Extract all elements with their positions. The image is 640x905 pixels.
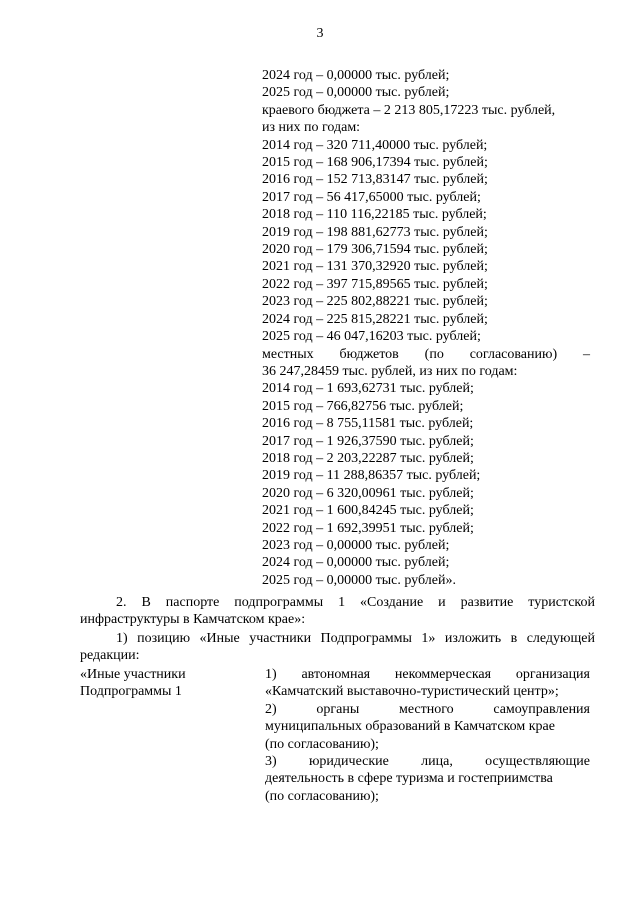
financing-line: краевого бюджета – 2 213 805,17223 тыс. рублей, bbox=[262, 102, 556, 118]
local-budget-line: 2021 год – 1 600,84245 тыс. рублей; bbox=[262, 503, 474, 519]
financing-line: из них по годам: bbox=[262, 120, 361, 136]
financing-line: 2024 год – 0,00000 тыс. рублей; bbox=[262, 68, 450, 83]
local-budget-line: 2022 год – 1 692,39951 тыс. рублей; bbox=[262, 520, 474, 536]
local-budget-line: 2016 год – 8 755,11581 тыс. рублей; bbox=[262, 416, 474, 432]
page-number: 3 bbox=[316, 26, 324, 41]
participant-line: муниципальных образований в Камчатском крае bbox=[265, 719, 555, 735]
financing-line: 2021 год – 131 370,32920 тыс. рублей; bbox=[262, 259, 488, 275]
financing-block bbox=[262, 67, 590, 589]
local-budget-line: 2018 год – 2 203,22287 тыс. рублей; bbox=[262, 450, 474, 466]
participant-line: (по согласованию); bbox=[265, 736, 379, 752]
participant-line: (по согласованию); bbox=[265, 788, 379, 804]
participant-line: деятельность в сфере туризма и гостеприимства bbox=[265, 771, 553, 787]
participant-line: 1) автономная некоммерческая организация bbox=[265, 667, 590, 682]
paragraph-line: редакции: bbox=[80, 648, 140, 664]
local-budget-line: 2025 год – 0,00000 тыс. рублей». bbox=[262, 572, 456, 588]
financing-line: 2025 год – 46 047,16203 тыс. рублей; bbox=[262, 329, 481, 345]
financing-line: 2024 год – 225 815,28221 тыс. рублей; bbox=[262, 311, 488, 327]
local-budget-line: 2014 год – 1 693,62731 тыс. рублей; bbox=[262, 381, 474, 397]
local-budgets-total: 36 247,28459 тыс. рублей, из них по годам: bbox=[262, 363, 518, 379]
participants-label-line: «Иные участники bbox=[80, 667, 186, 682]
participants-label-cell bbox=[80, 666, 250, 701]
local-budget-line: 2019 год – 11 288,86357 тыс. рублей; bbox=[262, 468, 481, 484]
paragraph-line: 2. В паспорте подпрограммы 1 «Создание и развитие туристской bbox=[116, 595, 595, 610]
paragraph-subprogram-passport bbox=[80, 594, 595, 629]
participant-line: 3) юридические лица, осуществляющие bbox=[265, 754, 590, 770]
local-budgets-heading: местных бюджетов (по согласованию) – bbox=[262, 346, 590, 362]
financing-line: 2022 год – 397 715,89565 тыс. рублей; bbox=[262, 276, 488, 292]
participants-list-cell bbox=[265, 666, 590, 805]
financing-line: 2018 год – 110 116,22185 тыс. рублей; bbox=[262, 207, 487, 223]
financing-line: 2015 год – 168 906,17394 тыс. рублей; bbox=[262, 155, 488, 171]
financing-line: 2017 год – 56 417,65000 тыс. рублей; bbox=[262, 189, 481, 205]
participants-label-line: Подпрограммы 1 bbox=[80, 684, 182, 700]
paragraph-line: инфраструктуры в Камчатском крае»: bbox=[80, 612, 306, 628]
financing-line: 2025 год – 0,00000 тыс. рублей; bbox=[262, 85, 450, 101]
local-budget-line: 2023 год – 0,00000 тыс. рублей; bbox=[262, 537, 450, 553]
paragraph-participants-position bbox=[80, 630, 595, 665]
financing-line: 2014 год – 320 711,40000 тыс. рублей; bbox=[262, 137, 488, 153]
local-budget-line: 2015 год – 766,82756 тыс. рублей; bbox=[262, 398, 464, 414]
local-budget-line: 2024 год – 0,00000 тыс. рублей; bbox=[262, 555, 450, 571]
local-budget-line: 2020 год – 6 320,00961 тыс. рублей; bbox=[262, 485, 474, 501]
financing-line: 2020 год – 179 306,71594 тыс. рублей; bbox=[262, 242, 488, 258]
local-budget-line: 2017 год – 1 926,37590 тыс. рублей; bbox=[262, 433, 474, 449]
financing-line: 2023 год – 225 802,88221 тыс. рублей; bbox=[262, 294, 488, 310]
participant-line: 2) органы местного самоуправления bbox=[265, 701, 590, 717]
paragraph-line: 1) позицию «Иные участники Подпрограммы 1» изложить в следующей bbox=[116, 631, 595, 646]
financing-line: 2016 год – 152 713,83147 тыс. рублей; bbox=[262, 172, 488, 188]
financing-line: 2019 год – 198 881,62773 тыс. рублей; bbox=[262, 224, 488, 240]
participant-line: «Камчатский выставочно-туристический центр»; bbox=[265, 684, 559, 700]
